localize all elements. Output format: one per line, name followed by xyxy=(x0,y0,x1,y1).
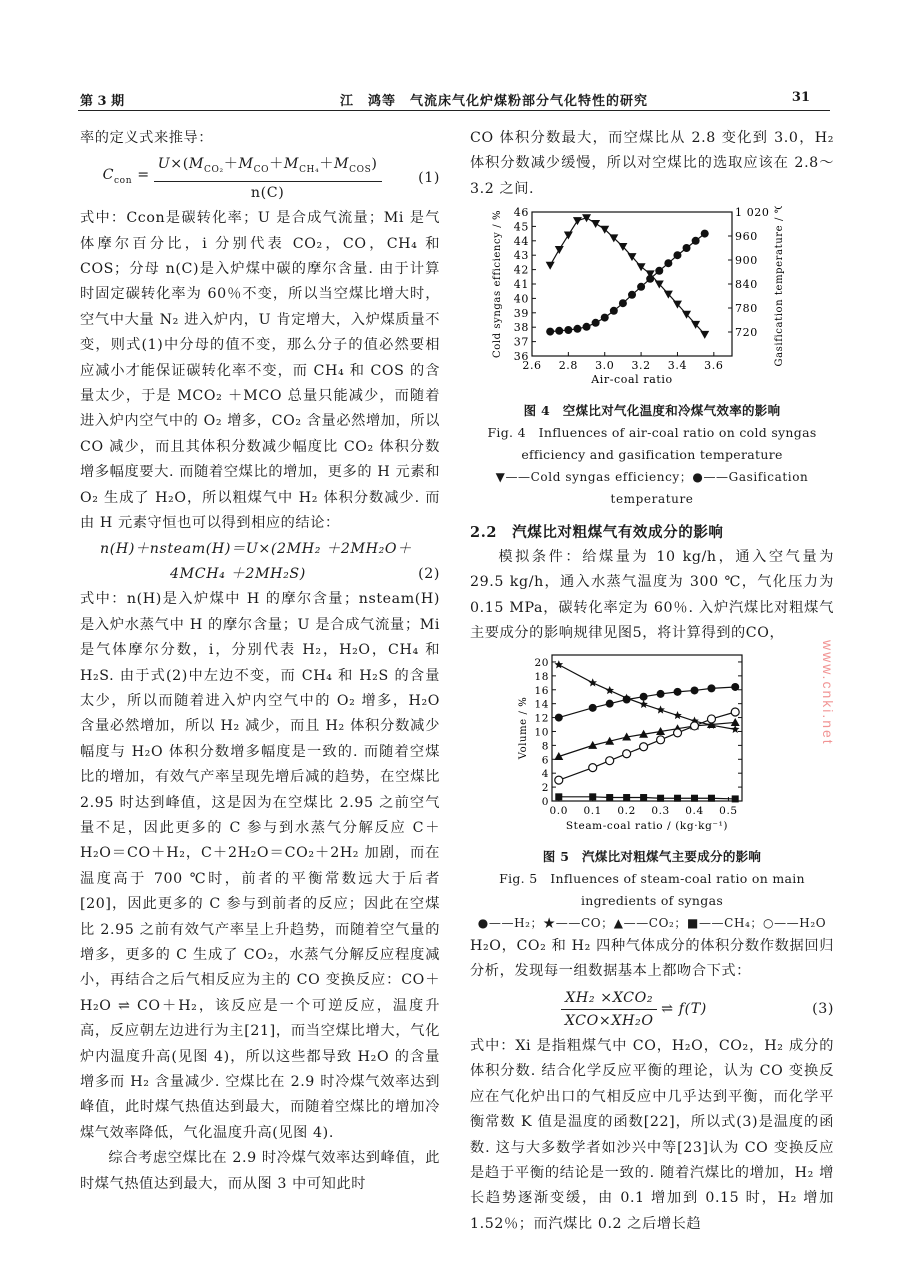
y-tick-label: 44 xyxy=(513,235,529,249)
paragraph: 式中：n(H)是入炉煤中 H 的摩尔含量；nsteam(H)是入炉水蒸气中 H 的摩尔含量；U 是合成气流量；Mi 是气体摩尔分数，i，分别代表 H₂，H₂O，CH₄ 和 H₂S. 由于式(2)中左边不变，而 CH₄ 和 H₂S 的含量太少，所以而随着进入炉内空气中的 O₂ 增多，H₂O 含量必然增加，所以 H₂ 减少，而且 H₂ 体积分数减少幅度与 H₂O 体积分数增多幅度是一致的. 而随着空煤比的增加，有效气产率呈现先增后减的趋势，在空煤比 2.95 时达到峰值，这是因为在空煤比 2.95 之前空气量不足，因此更多的 C 参与到水蒸气分解反应 C＋H₂O＝CO＋H₂，C＋2H₂O＝CO₂＋2H₂ 加剧，而在温度高于 700 ℃时，前者的平衡常数远大于后者[20]，因此更多的 C 参与到前者的反应；因此在空煤比 2.95 之前有效气产率呈上升趋势，而随着空气量的增多，更多的 C 生成了 CO₂，水蒸气分解反应程度减小，再结合之后气相反应为主的 CO 变换反应：CO＋H₂O ⇌ CO＋H₂，该反应是一个可逆反应，温度升高，反应朝左边进行为主[21]，而当空煤比增大，气化炉内温度升高(见图 4)，所以这些都导致 H₂O 的含量增多而 H₂ 含量减少. 空煤比在 2.9 时冷煤气效率达到峰值，此时煤气热值达到最大，而随着空煤比的增加冷煤气效率降低，气化温度升高(见图 4). xyxy=(80,591,440,1141)
fig4-caption-en-line2: efficiency and gasification temperature xyxy=(521,446,783,462)
data-point xyxy=(555,246,564,254)
equation-3 xyxy=(470,987,834,1032)
running-header xyxy=(78,88,830,111)
data-point xyxy=(606,756,614,764)
paragraph: 模拟条件：给煤量为 10 kg/h，通入空气量为 29.5 kg/h，通入水蒸气温度为 300 ℃，气化压力为 0.15 MPa，碳转化率定为 60％. 入炉汽煤比对粗煤气主要成分的影响规律见图5，将计算得到的CO， xyxy=(470,549,834,642)
data-point xyxy=(731,718,740,726)
paragraph: 式中：Xi 是指粗煤气中 CO，H₂O，CO₂，H₂ 成分的体积分数. 结合化学反应平衡的理论，认为 CO 变换反应在气化炉出口的气相反应中几乎达到平衡，而化学平衡常数 K 值是温度的函数[22]，所以式(3)是温度的函数. 这与大多数学者如沙兴中等[23]认为 CO 变换反应是趋于平衡的结论是一致的. 随着汽煤比的增加，H₂ 增长趋势逐渐变缓，由 0.1 增加到 0.15 时，H₂ 增加 1.52％；而汽煤比 0.2 之后增长趋 xyxy=(470,1037,834,1232)
paragraph: 式中：Ccon是碳转化率；U 是合成气流量；Mi 是气体摩尔百分比，i 分别代表 CO₂，CO，CH₄ 和 COS；分母 n(C)是入炉煤中碳的摩尔含量. 由于计算时固定碳转化率为 60％不变，所以当空煤比增大时，空气中大量 N₂ 进入炉内，U 肯定增大，入炉煤质量不变，则式(1)中分母的值不变，那么分子的值必然要相应减小才能保证碳转化率不变，而 CH₄ 和 COS 的含量太少，于是 MCO₂ ＋MCO 总量只能减少，而随着进入炉内空气中的 O₂ 增多，CO₂ 含量必然增加，所以 CO 减少，而且其体积分数减少幅度比 CO₂ 体积分数增多幅度要大. 而随着空煤比的增加，更多的 H 元素和 O₂ 生成了 H₂O，所以粗煤气中 H₂ 体积分数减少. 而由 H 元素守恒也可以得到相应的结论： xyxy=(80,210,440,532)
data-point xyxy=(623,749,631,757)
data-point xyxy=(674,794,681,801)
data-point xyxy=(610,307,618,315)
eq1-body xyxy=(103,153,382,204)
data-point xyxy=(707,715,715,723)
series-line xyxy=(559,687,735,718)
equation-2 xyxy=(80,537,440,588)
y-tick-label: 45 xyxy=(513,220,529,234)
data-point xyxy=(691,686,699,694)
x-axis-label: Steam-coal ratio / (kg·kg⁻¹) xyxy=(565,819,729,832)
y2-tick-label: 720 xyxy=(735,326,758,340)
eq1-denominator: n(C) xyxy=(250,185,285,202)
eq2-line1: n(H)＋nsteam(H)＝U×(2MH₂ ＋2MH₂O＋ xyxy=(100,540,412,557)
data-point xyxy=(655,267,663,275)
series-line xyxy=(550,234,705,332)
fig4-legend xyxy=(470,466,834,510)
data-point xyxy=(589,763,597,771)
running-title: 江 鸿等 气流床气化炉煤粉部分气化特性的研究 xyxy=(340,94,649,109)
data-point xyxy=(657,735,665,743)
eq3-rhs: ⇌ f(T) xyxy=(661,1000,707,1017)
data-point xyxy=(700,331,709,339)
y2-tick-label: 1 020 xyxy=(735,206,770,220)
data-point xyxy=(546,262,555,270)
data-point xyxy=(731,708,739,716)
data-point xyxy=(555,793,562,800)
fig4-caption-en-line1: Fig. 4 Influences of air-coal ratio on cold syngas xyxy=(487,424,817,440)
y-tick-label: 8 xyxy=(541,740,549,753)
figure-5 xyxy=(470,651,834,842)
y-tick-label: 46 xyxy=(513,206,529,220)
data-point xyxy=(691,722,699,730)
y-tick-label: 6 xyxy=(541,753,549,766)
data-point xyxy=(674,729,682,737)
figure-4-chart xyxy=(470,206,834,386)
fig5-caption-en-line1: Fig. 5 Influences of steam-coal ratio on main xyxy=(499,871,805,887)
issue-label: 第 3 期 xyxy=(80,94,125,109)
equation-number: (2) xyxy=(418,565,440,582)
left-column xyxy=(80,126,440,1197)
data-point xyxy=(657,794,664,801)
data-point xyxy=(555,660,564,668)
x-tick-label: 0.0 xyxy=(549,804,569,817)
data-point xyxy=(640,692,648,700)
y-tick-label: 43 xyxy=(513,249,529,263)
data-point xyxy=(639,700,648,708)
section-heading: 2.2 汽煤比对粗煤气有效成分的影响 xyxy=(470,523,724,541)
y-tick-label: 18 xyxy=(534,670,549,683)
eq3-denominator: XCO×XH₂O xyxy=(564,1012,654,1029)
data-point xyxy=(673,711,682,719)
equation-number: (1) xyxy=(418,170,440,187)
eq2-line2: 4MCH₄ ＋2MH₂S) xyxy=(170,565,306,582)
eq1-numerator: $U\times(M_{CO_2}+M_{CO}+M_{CH_4}+M_{COS})$ xyxy=(154,153,382,182)
data-point xyxy=(708,794,715,801)
fig5-caption-en-line2: ingredients of syngas xyxy=(580,893,724,909)
right-column xyxy=(470,126,834,1237)
eq3-body xyxy=(561,987,707,1032)
data-point xyxy=(707,684,715,692)
data-point xyxy=(640,742,648,750)
y-tick-label: 40 xyxy=(513,292,529,306)
y-tick-label: 12 xyxy=(534,712,549,725)
y-tick-label: 36 xyxy=(513,350,529,364)
x-tick-label: 0.5 xyxy=(719,804,738,817)
data-point xyxy=(674,688,682,696)
data-point xyxy=(589,793,596,800)
y-tick-label: 10 xyxy=(534,726,549,739)
data-point xyxy=(555,327,563,335)
y-tick-label: 14 xyxy=(534,698,549,711)
y-tick-label: 20 xyxy=(534,656,549,669)
eq1-lhs: $C_{con}$ = xyxy=(102,167,150,187)
data-point xyxy=(637,283,645,291)
y2-tick-label: 960 xyxy=(735,230,758,244)
data-point xyxy=(691,794,698,801)
y-tick-label: 39 xyxy=(513,307,529,321)
legend-item: ●——Gasification temperature xyxy=(610,469,809,506)
x-tick-label: 3.2 xyxy=(631,359,651,373)
y-tick-label: 41 xyxy=(513,278,529,292)
x-tick-label: 3.0 xyxy=(595,359,615,373)
x-tick-label: 0.4 xyxy=(685,804,704,817)
x-tick-label: 0.2 xyxy=(617,804,636,817)
eq3-numerator: XH₂ ×XCO₂ xyxy=(561,987,657,1010)
data-point xyxy=(656,705,665,713)
x-tick-label: 2.6 xyxy=(522,359,542,373)
data-point xyxy=(606,794,613,801)
data-point xyxy=(573,217,582,225)
y-tick-label: 42 xyxy=(513,263,529,277)
fig4-caption-cn: 图 4 空煤比对气化温度和冷煤气效率的影响 xyxy=(523,402,781,418)
y-tick-label: 37 xyxy=(513,335,529,349)
y2-tick-label: 780 xyxy=(735,302,758,316)
x-axis-label: Air-coal ratio xyxy=(591,373,673,387)
equation-1 xyxy=(80,153,440,204)
data-point xyxy=(573,325,581,333)
data-point xyxy=(731,683,739,691)
y-axis-label: Volume / % xyxy=(518,696,529,759)
y-tick-label: 16 xyxy=(534,684,549,697)
data-point xyxy=(592,319,600,327)
paragraph: 率的定义式来推导： xyxy=(80,130,214,146)
data-point xyxy=(628,291,636,299)
x-tick-label: 3.6 xyxy=(704,359,724,373)
data-point xyxy=(683,244,691,252)
data-point xyxy=(623,794,630,801)
y2-tick-label: 840 xyxy=(735,278,758,292)
data-point xyxy=(664,259,672,267)
legend-item: ▼——Cold syngas efficiency； xyxy=(495,469,693,484)
watermark: www.cnki.net xyxy=(820,640,836,746)
data-point xyxy=(673,251,681,259)
equation-number: (3) xyxy=(812,1000,834,1017)
data-point xyxy=(546,328,554,336)
fig5-caption-en xyxy=(470,868,834,912)
y2-tick-label: 900 xyxy=(735,254,758,268)
y-tick-label: 2 xyxy=(541,781,549,794)
data-point xyxy=(555,776,563,784)
x-tick-label: 2.8 xyxy=(558,359,579,373)
x-tick-label: 0.3 xyxy=(651,804,670,817)
data-point xyxy=(657,690,665,698)
data-point xyxy=(619,299,627,307)
data-point xyxy=(640,794,647,801)
fig5-caption-cn: 图 5 汽煤比对粗煤气主要成分的影响 xyxy=(542,849,762,865)
page-number: 31 xyxy=(791,90,810,105)
y2-axis-label: Gasification temperature / ℃ xyxy=(774,206,785,367)
data-point xyxy=(583,323,591,331)
fig4-caption-en xyxy=(470,422,834,466)
paragraph: 综合考虑空煤比在 2.9 时冷煤气效率达到峰值，此时煤气热值达到最大，而从图 3 中可知此时 xyxy=(80,1150,440,1192)
data-point xyxy=(591,220,600,228)
data-point xyxy=(732,795,739,802)
data-point xyxy=(601,314,609,322)
data-point xyxy=(637,263,646,271)
y-tick-label: 0 xyxy=(541,795,549,808)
fig5-legend: ●——H₂；★——CO；▲——CO₂；■——CH₄；○——H₂O xyxy=(477,916,827,931)
data-point xyxy=(646,275,654,283)
y-axis-label: Cold syngas efficiency / % xyxy=(492,210,503,359)
data-point xyxy=(606,699,614,707)
data-point xyxy=(564,326,572,334)
data-point xyxy=(555,713,563,721)
data-point xyxy=(605,686,614,694)
figure-4 xyxy=(470,206,834,395)
paragraph: H₂O，CO₂ 和 H₂ 四种气体成分的体积分数作数据回归分析，发现每一组数据基本上都吻合下式： xyxy=(470,938,834,980)
paragraph: CO 体积分数最大，而空煤比从 2.8 变化到 3.0，H₂ 体积分数减少缓慢，所以对空煤比的选取应该在 2.8～3.2 之间. xyxy=(470,130,834,197)
figure-5-chart xyxy=(470,651,834,833)
data-point xyxy=(701,230,709,238)
y-tick-label: 38 xyxy=(513,321,529,335)
data-point xyxy=(588,678,597,686)
x-tick-label: 0.1 xyxy=(583,804,602,817)
data-point xyxy=(692,237,700,245)
data-point xyxy=(564,232,573,240)
x-tick-label: 3.4 xyxy=(667,359,688,373)
data-point xyxy=(589,703,597,711)
y-tick-label: 4 xyxy=(541,767,549,780)
series-line xyxy=(550,218,705,335)
